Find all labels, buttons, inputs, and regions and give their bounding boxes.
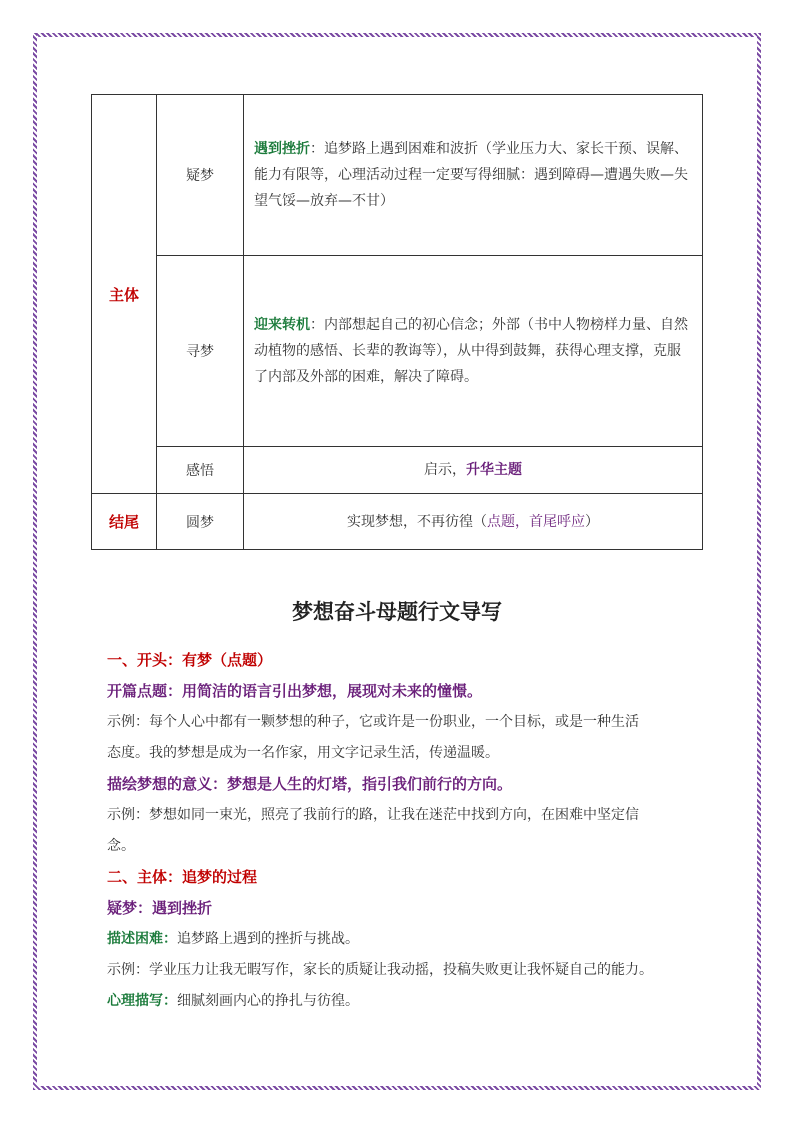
border-right — [757, 33, 761, 1090]
content-cell — [244, 494, 703, 550]
example-text: 示例：每个人心中都有一颗梦想的种子，它或许是一份职业，一个目标，或是一种生活 — [107, 714, 639, 730]
paragraph-text: 追梦路上遇到的挫折与挑战。 — [177, 931, 359, 947]
table-row — [92, 256, 703, 447]
subheading: 疑梦：遇到挫折 — [107, 899, 213, 917]
example-text: 示例：学业压力让我无暇写作，家长的质疑让我动摇，投稿失败更让我怀疑自己的能力。 — [107, 962, 653, 978]
stage-cell: 圆梦 — [157, 494, 244, 550]
section-heading: 一、开头：有梦（点题） — [107, 651, 273, 669]
example-text: 示例：梦想如同一束光，照亮了我前行的路，让我在迷茫中找到方向，在困难中坚定信 — [107, 807, 639, 823]
section-end-cell: 结尾 — [92, 494, 157, 550]
table-row — [92, 95, 703, 256]
subheading: 描绘梦想的意义：梦想是人生的灯塔，指引我们前行的方向。 — [107, 775, 513, 793]
outline-table — [91, 94, 703, 550]
content-text: 实现梦想，不再彷徨（ — [347, 513, 487, 530]
content-emphasis: 点题，首尾呼应 — [487, 513, 585, 530]
content-text: ：内部想起自己的初心信念；外部（书中人物榜样力量、自然动植物的感悟、长辈的教诲等），从中得到鼓舞，获得心理支撑，克服了内部及外部的困难，解决了障碍。 — [254, 317, 688, 385]
stage-cell: 感悟 — [157, 447, 244, 494]
content-cell — [244, 256, 703, 447]
example-text: 念。 — [107, 838, 135, 854]
border-left — [33, 33, 37, 1090]
section-body-cell: 主体 — [92, 95, 157, 494]
border-bottom — [33, 1086, 761, 1090]
paragraph-text: 细腻刻画内心的挣扎与彷徨。 — [177, 993, 359, 1009]
paragraph-label: 描述困难： — [107, 931, 177, 947]
guide-body — [107, 645, 719, 1017]
content-label: 遇到挫折 — [254, 141, 310, 157]
section-heading: 二、主体：追梦的过程 — [107, 868, 258, 886]
stage-cell: 疑梦 — [157, 95, 244, 256]
content-text: 启示， — [424, 462, 466, 478]
content-cell — [244, 95, 703, 256]
paragraph — [107, 986, 719, 1017]
content-label: 迎来转机 — [254, 317, 310, 333]
content-tail: ） — [585, 513, 599, 530]
paragraph-label: 心理描写： — [107, 993, 177, 1009]
paragraph — [107, 924, 719, 955]
content-text: ：追梦路上遇到困难和波折（学业压力大、家长干预、误解、能力有限等，心理活动过程一定要写得细腻：遇到障碍—遭遇失败—失望气馁—放弃—不甘） — [254, 141, 688, 209]
content-cell — [244, 447, 703, 494]
border-top — [33, 33, 761, 37]
table-row — [92, 447, 703, 494]
page-title: 梦想奋斗母题行文导写 — [292, 600, 502, 624]
content-emphasis: 升华主题 — [466, 462, 522, 478]
table-row — [92, 494, 703, 550]
example-text: 态度。我的梦想是成为一名作家，用文字记录生活，传递温暖。 — [107, 745, 499, 761]
stage-cell: 寻梦 — [157, 256, 244, 447]
subheading: 开篇点题：用简洁的语言引出梦想，展现对未来的憧憬。 — [107, 682, 483, 700]
